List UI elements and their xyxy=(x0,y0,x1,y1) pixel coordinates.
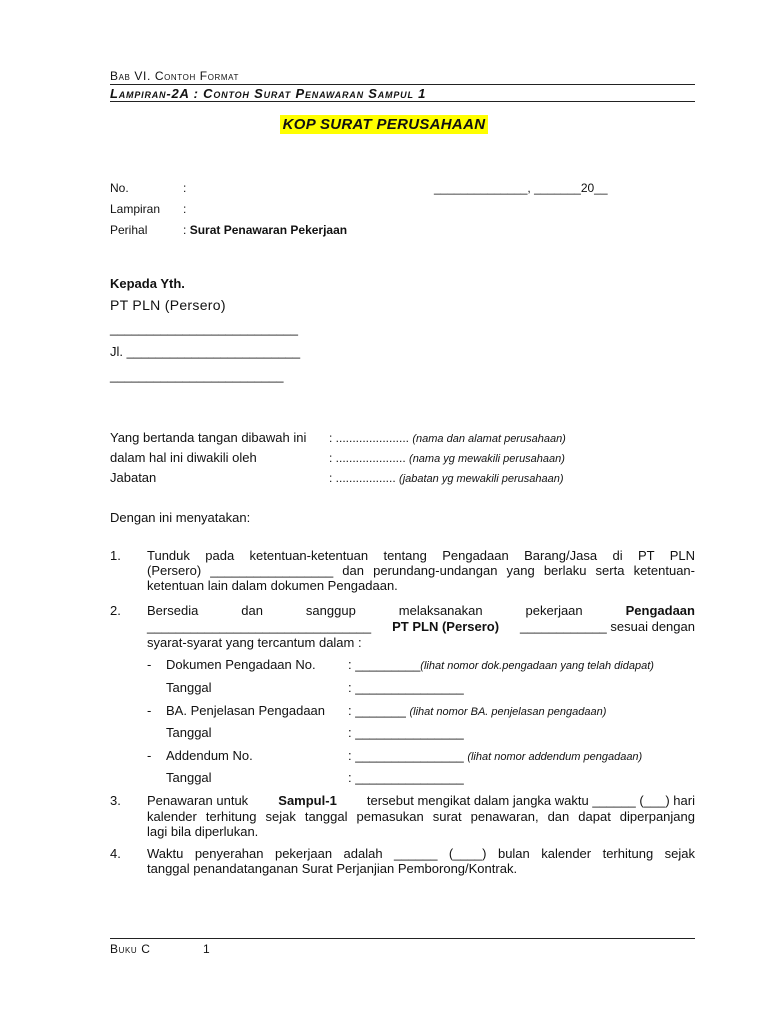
sub-value-1 xyxy=(348,657,654,672)
signer-note-3: (jabatan yg mewakili perusahaan) xyxy=(399,473,564,485)
item-3-line-2: kalender terhitung sejak tanggal pemasukan surat penawaran, dan dapat diperpanjang xyxy=(147,809,695,824)
sub-blank-3: : _______ xyxy=(348,703,406,718)
declaration-intro: Dengan ini menyatakan: xyxy=(110,510,251,525)
item-3-line-3: lagi bila diperlukan. xyxy=(147,824,259,839)
address-line-3: ________________________ xyxy=(110,368,284,383)
item-3-post: tersebut mengikat dalam jangka waktu ______ (___) hari xyxy=(366,793,695,808)
signer-label-3: Jabatan xyxy=(110,470,157,485)
sub-value-4: : _______________ xyxy=(348,725,464,740)
item-2-line-2 xyxy=(147,619,695,634)
item-1-text xyxy=(147,548,695,593)
sub-dash-5: - xyxy=(147,748,152,763)
item-4-line-2: tanggal penandatanganan Surat Perjanjian Pemborong/Kontrak. xyxy=(147,861,518,876)
sub-label-3: BA. Penjelasan Pengadaan xyxy=(166,703,326,718)
salutation: Kepada Yth. xyxy=(110,276,185,291)
item-3-sampul: Sampul-1 xyxy=(278,793,337,808)
chapter-header: Bab VI. Contoh Format xyxy=(110,69,239,83)
sub-note-5: (lihat nomor addendum pengadaan) xyxy=(467,751,643,763)
item-3-number: 3. xyxy=(110,793,121,808)
item-2-blank: _______________________________ xyxy=(147,619,372,634)
sub-blank-1: : _________ xyxy=(348,657,421,672)
item-1-line-1: Tunduk pada ketentuan-ketentuan tentang Pengadaan Barang/Jasa di PT PLN xyxy=(147,548,695,563)
sub-blank-5: : _______________ xyxy=(348,748,464,763)
appendix-rule xyxy=(110,101,695,102)
signer-label-2: dalam hal ini diwakili oleh xyxy=(110,450,257,465)
perihal-colon: : xyxy=(183,223,187,237)
sub-label-2: Tanggal xyxy=(166,680,212,695)
address-line-1: __________________________ xyxy=(110,321,298,336)
item-4-text xyxy=(147,846,695,876)
lampiran-label: Lampiran xyxy=(110,202,161,216)
sub-value-5 xyxy=(348,748,642,763)
letterhead-text: KOP SURAT PERUSAHAAN xyxy=(280,115,489,134)
footer-rule xyxy=(110,938,695,939)
signer-value-2 xyxy=(329,451,565,465)
sub-dash-1: - xyxy=(147,657,152,672)
recipient-company: PT PLN (Persero) xyxy=(110,297,226,313)
perihal-label: Perihal xyxy=(110,223,148,237)
item-2-word: sanggup xyxy=(305,603,356,618)
sub-value-2: : _______________ xyxy=(348,680,464,695)
signer-note-1: (nama dan alamat perusahaan) xyxy=(412,433,566,445)
sub-value-6: : _______________ xyxy=(348,770,464,785)
item-2-word: Bersedia xyxy=(147,603,199,618)
item-2-line-3: syarat-syarat yang tercantum dalam : xyxy=(147,635,362,650)
footer-page-number: 1 xyxy=(203,942,210,956)
no-label: No. xyxy=(110,181,129,195)
item-3-line-1 xyxy=(147,793,695,808)
item-1-line-3: ketentuan lain dalam dokumen Pengadaan. xyxy=(147,578,398,593)
item-4-number: 4. xyxy=(110,846,121,861)
item-1-number: 1. xyxy=(110,548,121,563)
signer-dots-1: : ...................... xyxy=(329,431,410,445)
place-date-line: ______________, _______20__ xyxy=(434,181,608,195)
signer-note-2: (nama yg mewakili perusahaan) xyxy=(409,453,565,465)
item-2-number: 2. xyxy=(110,603,121,618)
item-2-word: melaksanakan xyxy=(398,603,483,618)
signer-value-1 xyxy=(329,431,566,445)
footer-book: Buku C xyxy=(110,942,151,956)
item-2-line-1 xyxy=(147,603,695,618)
signer-dots-2: : ..................... xyxy=(329,451,406,465)
item-1-line-2: (Persero) _________________ dan perundang-undangan yang berlaku serta ketentuan- xyxy=(147,563,695,578)
item-2-word-bold: Pengadaan xyxy=(625,603,695,618)
sub-label-1: Dokumen Pengadaan No. xyxy=(166,657,316,672)
signer-label-1: Yang bertanda tangan dibawah ini xyxy=(110,430,307,445)
item-3-pre: Penawaran untuk xyxy=(147,793,249,808)
item-2-tail: ____________ sesuai dengan xyxy=(520,619,695,634)
sub-note-3: (lihat nomor BA. penjelasan pengadaan) xyxy=(409,706,607,718)
sub-value-3 xyxy=(348,703,606,718)
perihal-subject: Surat Penawaran Pekerjaan xyxy=(189,223,348,237)
item-2-word: pekerjaan xyxy=(525,603,583,618)
item-2-word: dan xyxy=(241,603,263,618)
no-colon: : xyxy=(183,181,187,195)
sub-label-6: Tanggal xyxy=(166,770,212,785)
address-line-2: Jl. ________________________ xyxy=(110,344,301,359)
perihal-value xyxy=(183,223,347,237)
item-3-text xyxy=(147,809,695,839)
sub-note-1: (lihat nomor dok.pengadaan yang telah didapat) xyxy=(420,660,654,672)
letterhead-placeholder xyxy=(0,116,768,134)
sub-label-4: Tanggal xyxy=(166,725,212,740)
item-2-company: PT PLN (Persero) xyxy=(392,619,500,634)
lampiran-colon: : xyxy=(183,202,187,216)
item-4-line-1: Waktu penyerahan pekerjaan adalah ______ (____) bulan kalender terhitung sejak xyxy=(147,846,695,861)
sub-label-5: Addendum No. xyxy=(166,748,253,763)
appendix-title: Lampiran-2A : Contoh Surat Penawaran Sampul 1 xyxy=(110,86,427,101)
sub-dash-3: - xyxy=(147,703,152,718)
header-rule xyxy=(110,84,695,85)
signer-value-3 xyxy=(329,471,564,485)
signer-dots-3: : .................. xyxy=(329,471,396,485)
